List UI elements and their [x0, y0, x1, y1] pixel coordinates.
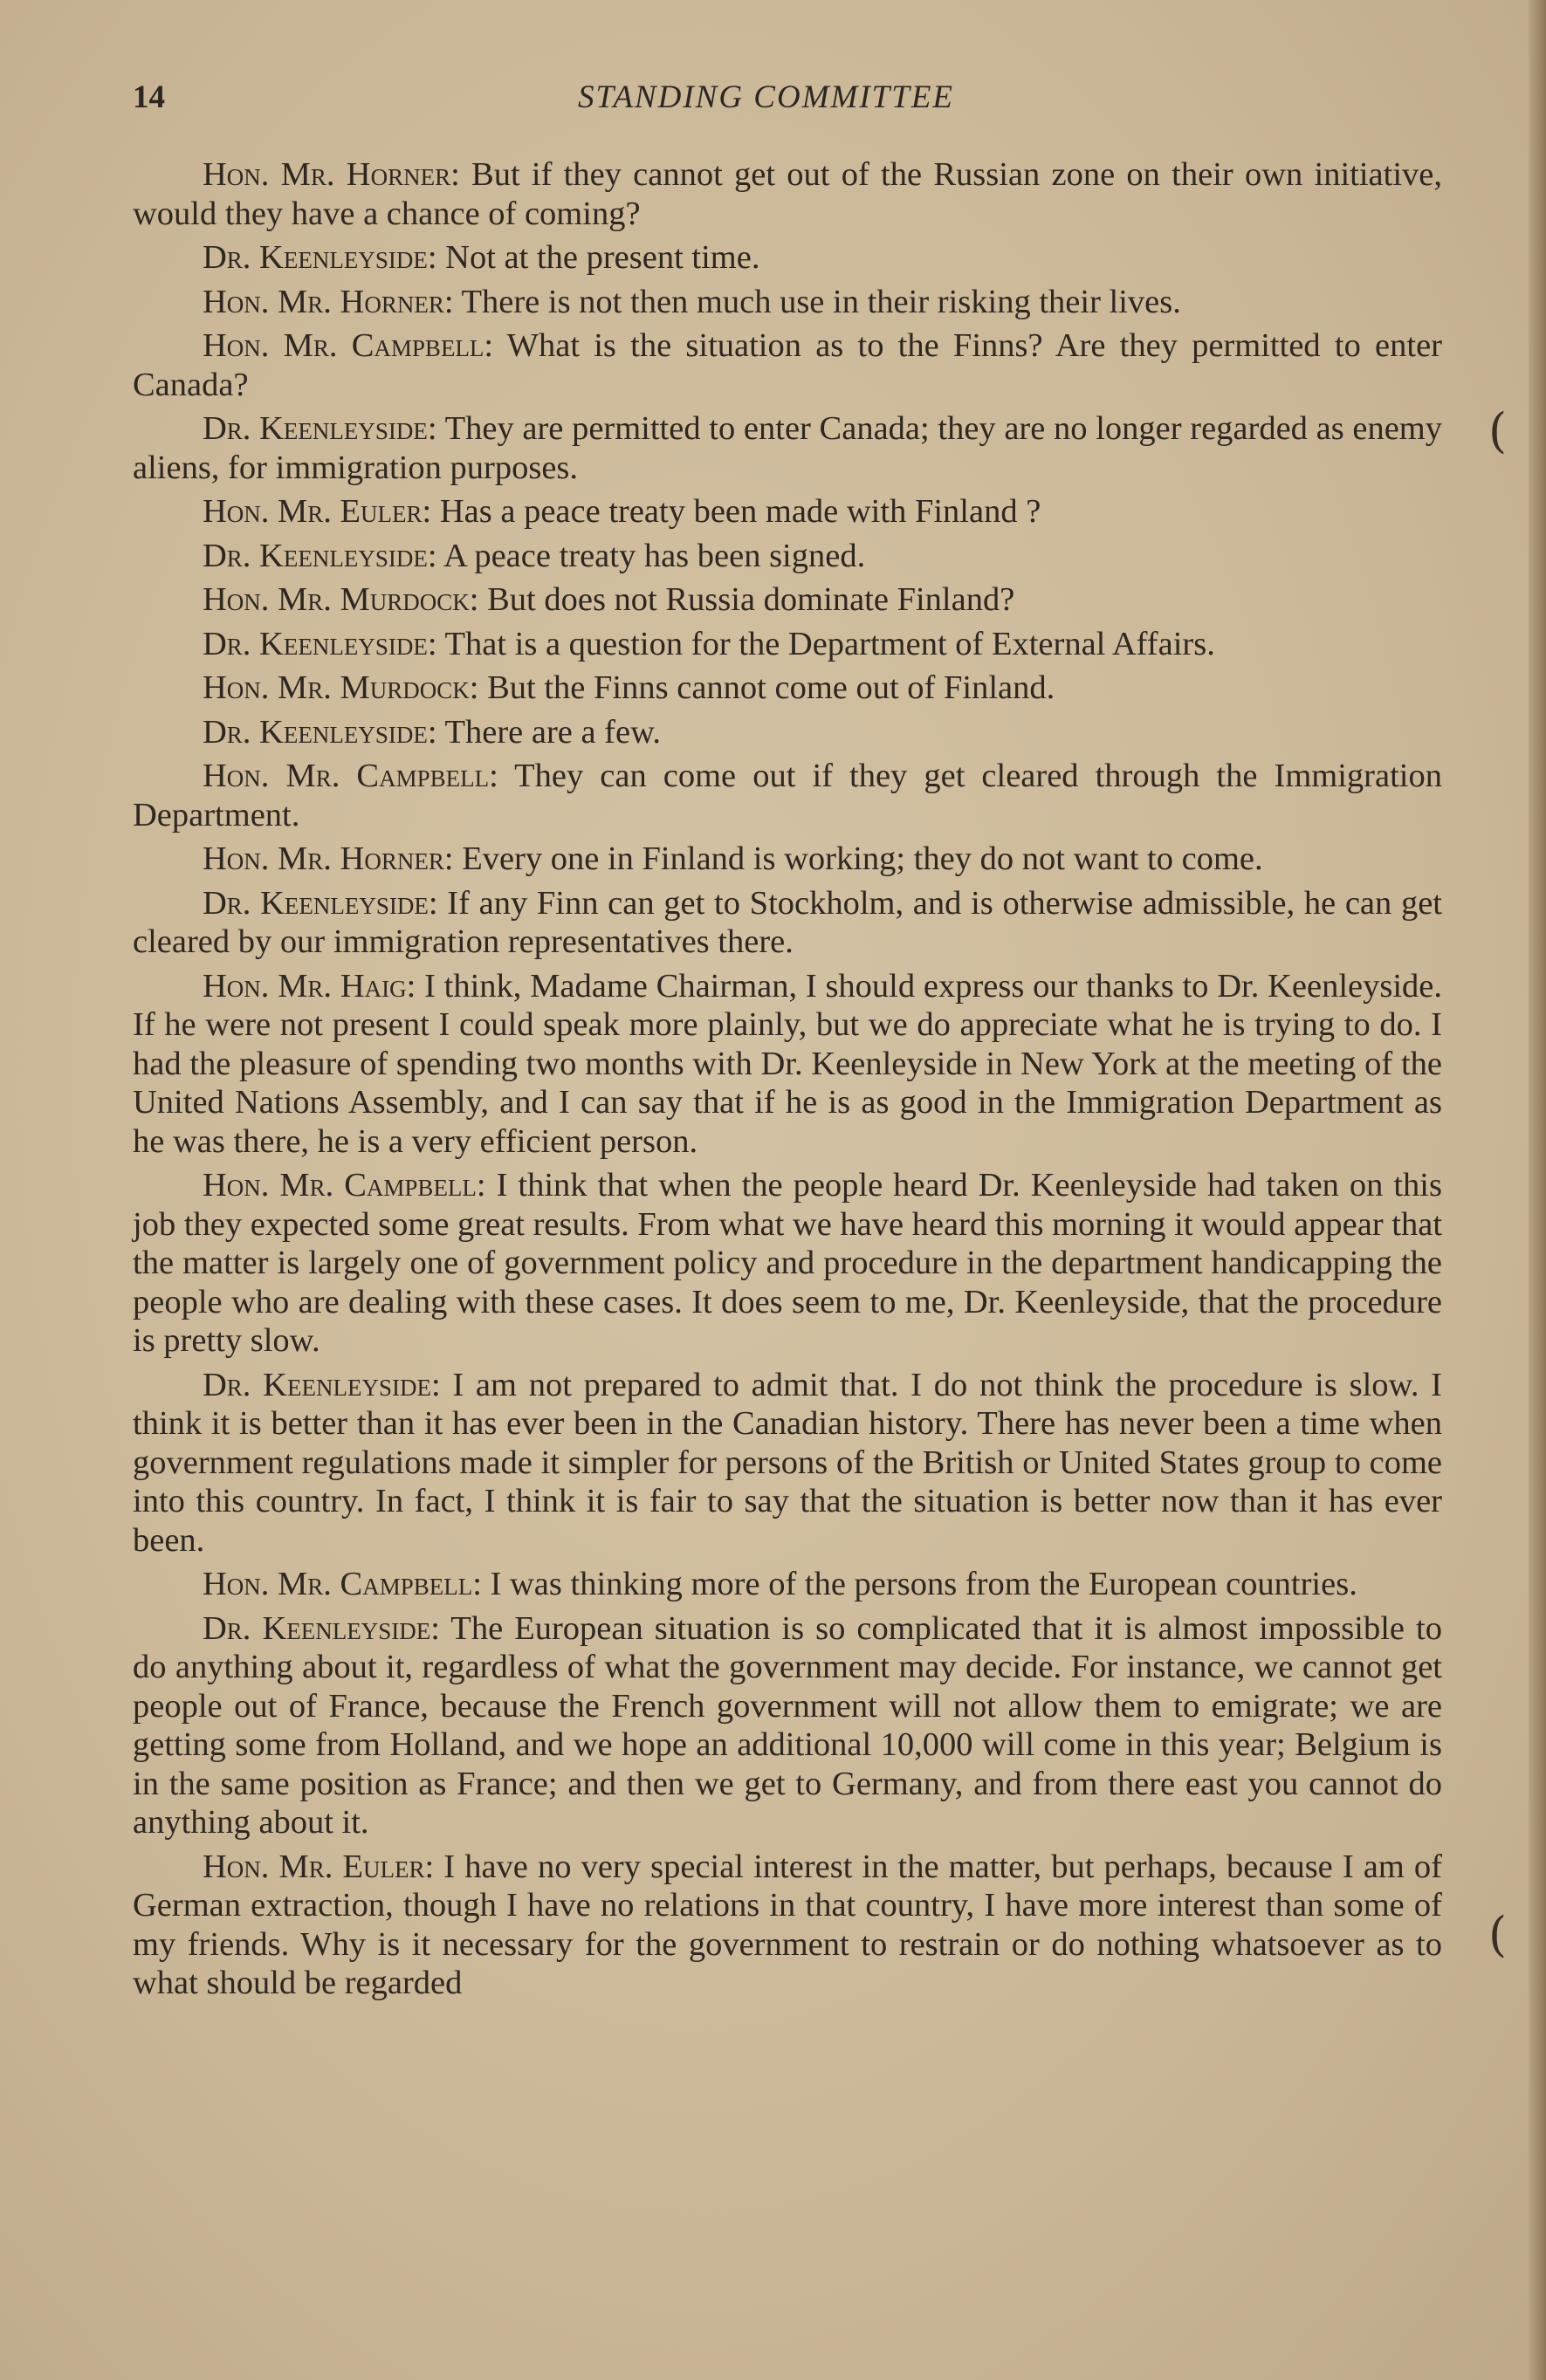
speaker-name: Dr. Keenleyside: — [203, 625, 437, 662]
speaker-name: Dr. Keenleyside: — [203, 1366, 441, 1403]
page-number: 14 — [133, 79, 165, 115]
speaker-name: Dr. Keenleyside: — [203, 537, 437, 574]
transcript-paragraph — [133, 155, 1442, 233]
speaker-name: Dr. Keenleyside: — [203, 713, 437, 751]
speech-text: The European situation is so complicated that it is almost impossible to do anything about it, regardless of what the government may decide. For instance, we cannot get people out of France, because the French government will not allow them to emigrate; we are getting some from Holland, and we hope an additional 10,000 will come in this year; Belgium is in the same position as France; and then we get to Germany, and from there east you cannot do anything about it. — [133, 1609, 1442, 1841]
speech-text: Has a peace treaty been made with Finland ? — [431, 493, 1041, 530]
transcript-paragraph — [133, 967, 1442, 1162]
speaker-name: Dr. Keenleyside: — [203, 239, 437, 276]
speech-text: There are a few. — [436, 713, 662, 751]
speaker-name: Hon. Mr. Euler: — [203, 493, 432, 530]
speaker-name: Hon. Mr. Campbell: — [203, 1566, 482, 1602]
speech-text: But the Finns cannot come out of Finland. — [478, 669, 1055, 706]
speaker-name: Dr. Keenleyside: — [203, 1609, 440, 1647]
speech-text: A peace treaty has been signed. — [436, 537, 866, 574]
transcript-body — [133, 155, 1442, 2008]
speaker-name: Hon. Mr. Murdock: — [203, 581, 479, 618]
transcript-paragraph — [133, 1609, 1442, 1842]
speech-text: What is the situation as to the Finns? Are they permitted to enter Canada? — [133, 327, 1442, 403]
speech-text: Not at the present time. — [436, 239, 760, 276]
speaker-name: Hon. Mr. Euler: — [203, 1848, 435, 1885]
speech-text: They can come out if they get cleared through the Immigration Department. — [133, 758, 1442, 833]
transcript-paragraph — [133, 1565, 1442, 1604]
transcript-paragraph — [133, 409, 1442, 487]
transcript-paragraph — [133, 757, 1442, 834]
speech-text: They are permitted to enter Canada; they are no longer regarded as enemy aliens, for immigration purposes. — [133, 410, 1442, 486]
speech-text: That is a question for the Department of External Affairs. — [436, 625, 1215, 662]
transcript-paragraph — [133, 283, 1442, 322]
transcript-paragraph — [133, 580, 1442, 620]
page-header — [133, 79, 1442, 122]
speech-text: There is not then much use in their risking their lives. — [453, 283, 1181, 320]
transcript-paragraph — [133, 840, 1442, 879]
speech-text: I think that when the people heard Dr. Keenleyside had taken on this job they expected some great results. From what we have heard this morning it would appear that the matter is largely one of government policy and procedure in the department handicapping the people who are dealing with these cases. It does seem to me, Dr. Keenleyside, that the procedure is pretty slow. — [133, 1167, 1443, 1359]
speaker-name: Hon. Mr. Haig: — [203, 967, 416, 1005]
running-title: STANDING COMMITTEE — [578, 79, 955, 115]
transcript-paragraph — [133, 1848, 1442, 2003]
speaker-name: Hon. Mr. Campbell: — [203, 1167, 486, 1204]
speech-text: But if they cannot get out of the Russian zone on their own initiative, would they have a chance of coming? — [133, 156, 1442, 232]
transcript-paragraph — [133, 884, 1442, 962]
speaker-name: Dr. Keenleyside: — [203, 410, 437, 447]
speaker-name: Hon. Mr. Horner: — [203, 283, 454, 320]
transcript-paragraph — [133, 492, 1442, 532]
speaker-name: Hon. Mr. Campbell: — [203, 758, 498, 794]
transcript-paragraph — [133, 238, 1442, 278]
transcript-paragraph — [133, 1166, 1442, 1361]
speech-text: But does not Russia dominate Finland? — [478, 581, 1015, 618]
speech-text: I think, Madame Chairman, I should express our thanks to Dr. Keenleyside. If he were not present I could speak more plainly, but we do appreciate what he is trying to do. I had the pleasure of spending two months with Dr. Keenleyside in New York at the meeting of the United Nations Assembly, and I can say that if he is as good in the Immigration Department as he was there, he is a very efficient person. — [133, 967, 1442, 1160]
speech-text: Every one in Finland is working; they do not want to come. — [453, 840, 1263, 877]
speaker-name: Dr. Keenleyside: — [203, 884, 438, 922]
speaker-name: Hon. Mr. Horner: — [203, 156, 460, 193]
speaker-name: Hon. Mr. Murdock: — [203, 669, 479, 706]
speaker-name: Hon. Mr. Campbell: — [203, 327, 494, 364]
margin-bracket-mark: ( — [1488, 403, 1508, 458]
page-edge — [1529, 0, 1546, 2380]
speaker-name: Hon. Mr. Horner: — [203, 840, 454, 877]
transcript-paragraph — [133, 625, 1442, 664]
transcript-paragraph — [133, 1366, 1442, 1560]
speech-text: I have no very special interest in the matter, but perhaps, because I am of German extraction, though I have no relations in that country, I have more interest than some of my friends. Why is it necessary for the government to restrain or do nothing whatsoever as to what should be regarded — [133, 1848, 1442, 2001]
transcript-paragraph — [133, 326, 1442, 404]
speech-text: I am not prepared to admit that. I do not think the procedure is slow. I think it is better than it has ever been in the Canadian history. There has never been a time when government regulations made it simpler for persons of the British or United States group to come into this country. In fact, I think it is fair to say that the situation is better now than it has ever been. — [133, 1366, 1442, 1559]
margin-bracket-mark: ( — [1488, 1907, 1508, 1962]
speech-text: If any Finn can get to Stockholm, and is otherwise admissible, he can get cleared by our immigration representatives there. — [133, 884, 1442, 960]
transcript-paragraph — [133, 713, 1442, 752]
transcript-paragraph — [133, 537, 1442, 576]
speech-text: I was thinking more of the persons from the European countries. — [481, 1566, 1357, 1602]
transcript-paragraph — [133, 669, 1442, 708]
